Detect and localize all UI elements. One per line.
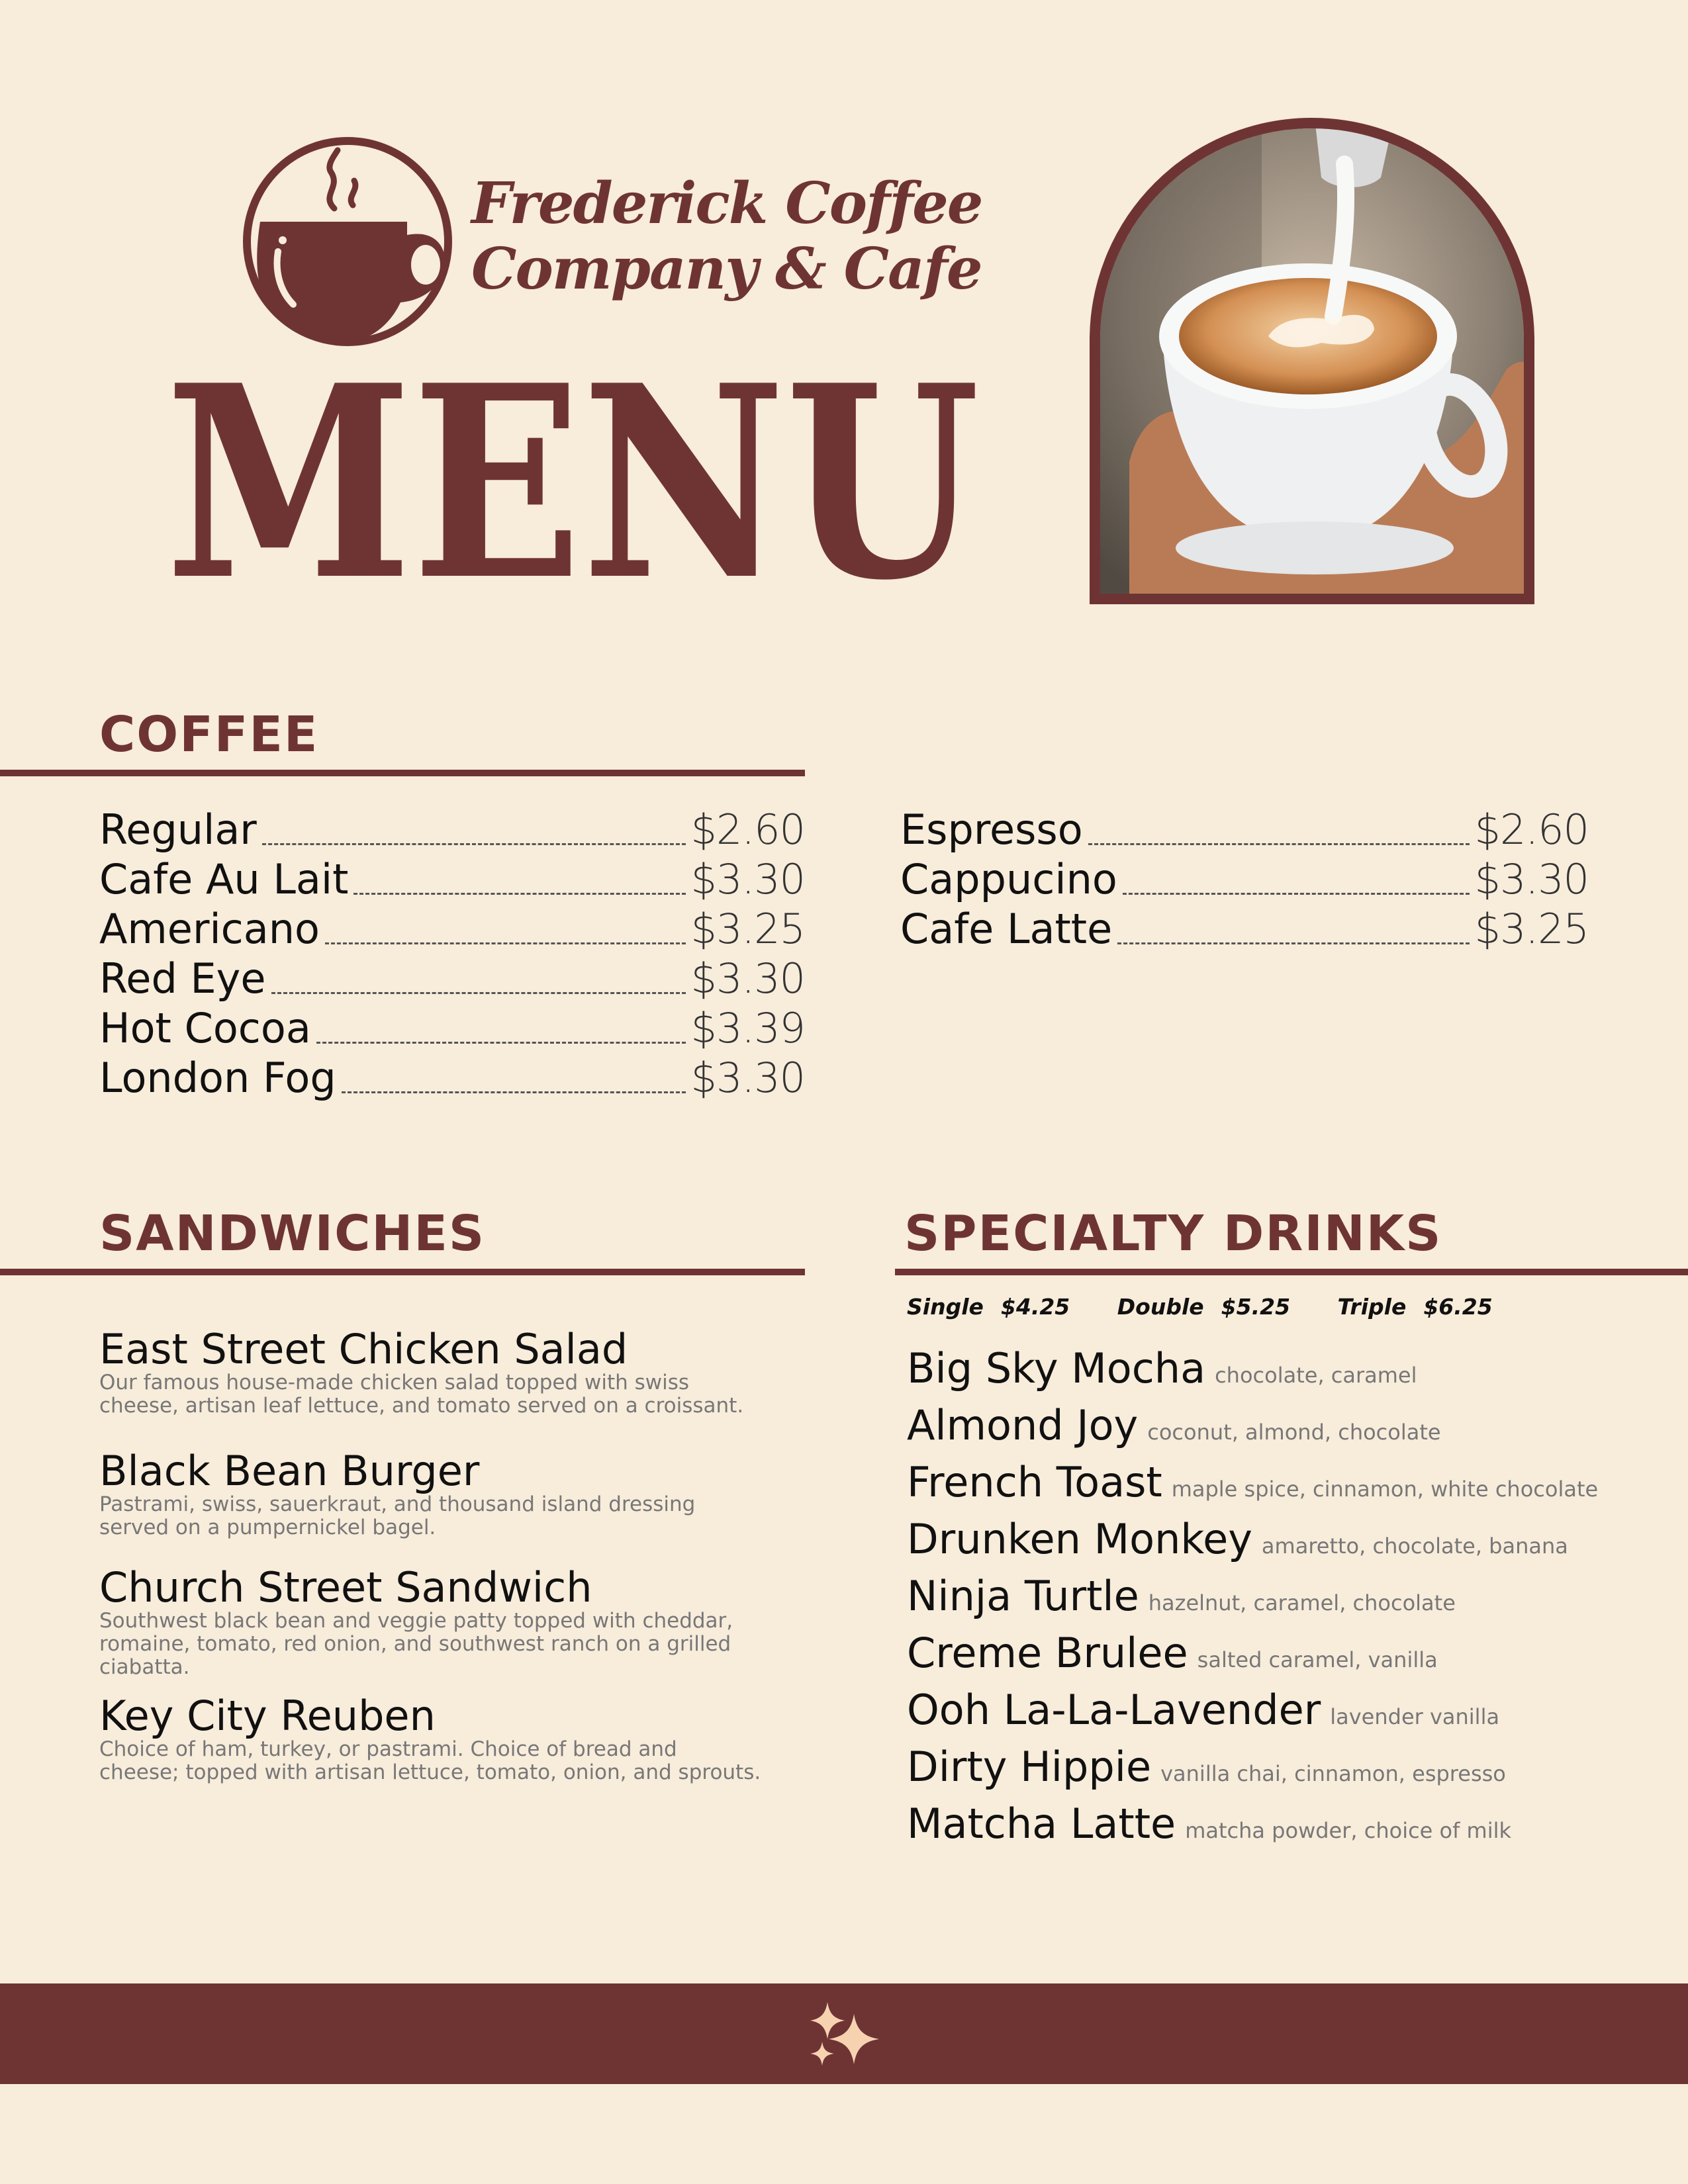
menu-item [99,1003,805,1053]
drink-flavors: lavender vanilla [1330,1704,1500,1729]
leader-line [271,992,686,994]
size-price: $4.25 [1000,1294,1070,1320]
drink-flavors: chocolate, caramel [1215,1363,1417,1388]
item-price: $3.30 [690,1054,805,1102]
sandwich-description: Pastrami, swiss, sauerkraut, and thousand island dressing served on a pumpernickel bagel. [99,1492,696,1539]
item-name: Hot Cocoa [99,1004,311,1052]
drink-name: French Toast [907,1458,1162,1506]
menu-item [99,805,805,854]
drink-item [907,1799,1681,1856]
item-name: Americano [99,905,320,953]
latte-art-photo [1090,118,1534,604]
sandwich-description: Our famous house-made chicken salad topped with swiss cheese, artisan leaf lettuce, and tomato served on a croissant. [99,1371,744,1418]
size-label: Double [1117,1294,1204,1320]
menu-item [900,805,1589,854]
drink-flavors: maple spice, cinnamon, white chocolate [1171,1477,1599,1502]
leader-line [1117,942,1469,944]
item-price: $3.30 [690,855,805,903]
drink-flavors: vanilla chai, cinnamon, espresso [1160,1761,1506,1786]
item-name: Cafe Au Lait [99,855,349,903]
size-label: Single [907,1294,984,1320]
specialty-list [907,1343,1681,1856]
item-price: $2.60 [1474,805,1589,854]
drink-name: Ninja Turtle [907,1572,1139,1620]
sandwich-description: Southwest black bean and veggie patty topped with cheddar, romaine, tomato, red onion, and southwest ranch on a grilled ciabatta. [99,1609,733,1679]
drink-name: Creme Brulee [907,1629,1188,1677]
item-name: Red Eye [99,954,266,1003]
menu-item [99,954,805,1003]
sandwiches-section-title: SANDWICHES [99,1205,486,1262]
sandwich-name: Church Street Sandwich [99,1563,592,1612]
drink-flavors: matcha powder, choice of milk [1185,1818,1512,1843]
drink-item [907,1628,1681,1685]
leader-line [316,1042,686,1044]
sandwich-item [99,1325,761,1418]
menu-item [99,854,805,904]
coffee-list-left [99,805,805,1103]
item-price: $3.25 [690,905,805,953]
drink-name: Dirty Hippie [907,1743,1152,1791]
leader-line [1088,843,1470,845]
item-price: $2.60 [690,805,805,854]
size-price: $5.25 [1221,1294,1291,1320]
leader-line [353,893,685,895]
drink-item [907,1514,1681,1571]
item-price: $3.39 [690,1004,805,1052]
drink-item [907,1685,1681,1742]
drink-item [907,1457,1681,1514]
drink-name: Matcha Latte [907,1799,1176,1848]
item-price: $3.30 [690,954,805,1003]
sandwich-description: Choice of ham, turkey, or pastrami. Choice of bread and cheese; topped with artisan lettuce, tomato, onion, and sprouts. [99,1737,761,1784]
coffee-section-title: COFFEE [99,706,319,763]
item-price: $3.30 [1474,855,1589,903]
size-price: $6.25 [1423,1294,1493,1320]
specialty-section-title: SPECIALTY DRINKS [904,1205,1442,1262]
brand-name-line1: Frederick Coffee [471,170,982,237]
drink-flavors: coconut, almond, chocolate [1147,1420,1441,1445]
item-name: London Fog [99,1054,336,1102]
sandwich-item [99,1563,761,1679]
item-name: Cafe Latte [900,905,1113,953]
leader-line [325,942,686,944]
specialty-divider [895,1269,1688,1275]
drink-item [907,1343,1681,1400]
sandwich-name: East Street Chicken Salad [99,1325,628,1373]
drink-flavors: amaretto, chocolate, banana [1261,1533,1568,1559]
sandwiches-divider [0,1269,805,1275]
sandwich-name: Key City Reuben [99,1692,436,1740]
drink-name: Big Sky Mocha [907,1344,1206,1392]
drink-flavors: hazelnut, caramel, chocolate [1148,1590,1456,1615]
size-label: Triple [1337,1294,1407,1320]
size-prices [907,1294,1510,1320]
leader-line [1123,893,1470,895]
leader-line [342,1091,686,1093]
menu-item [900,904,1589,954]
menu-item [99,904,805,954]
drink-flavors: salted caramel, vanilla [1197,1647,1438,1672]
menu-item [99,1053,805,1103]
drink-name: Almond Joy [907,1401,1139,1449]
item-price: $3.25 [1474,905,1589,953]
drink-name: Drunken Monkey [907,1515,1252,1563]
sandwich-item [99,1694,761,1784]
drink-item [907,1742,1681,1799]
item-name: Regular [99,805,257,854]
leader-line [262,843,686,845]
svg-text:MENU: MENU [165,328,980,639]
drink-name: Ooh La-La-Lavender [907,1686,1321,1734]
drink-item [907,1400,1681,1457]
coffee-divider [0,770,805,776]
sparkle-icon [808,2001,880,2067]
drink-item [907,1571,1681,1628]
coffee-list-right [900,805,1589,954]
item-name: Cappucino [900,855,1117,903]
menu-title [159,328,986,639]
sandwich-name: Black Bean Burger [99,1447,480,1495]
sandwich-item [99,1449,761,1539]
brand-name-line2: Company & Cafe [471,236,982,302]
coffee-cup-icon [242,136,453,347]
menu-item [900,854,1589,904]
item-name: Espresso [900,805,1083,854]
